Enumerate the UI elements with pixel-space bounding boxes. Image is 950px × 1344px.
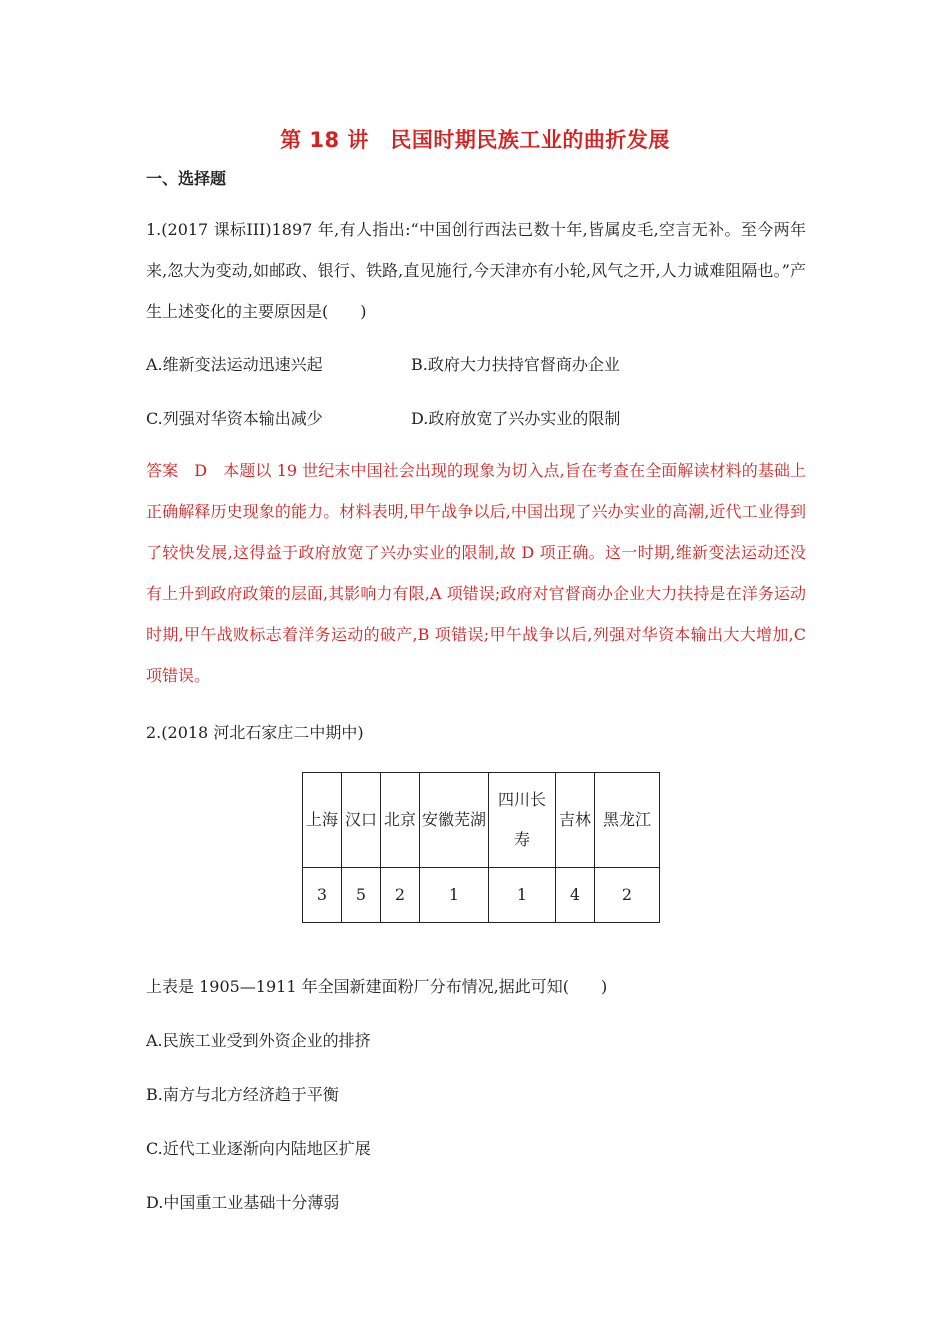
question-2-option-a: A.民族工业受到外资企业的排挤 bbox=[146, 1031, 371, 1050]
question-2-option-c: C.近代工业逐渐向内陆地区扩展 bbox=[146, 1139, 371, 1158]
table-header-cell: 黑龙江 bbox=[595, 773, 660, 868]
table-header-cell: 四川长寿 bbox=[489, 773, 556, 868]
flour-mill-distribution-table bbox=[302, 772, 660, 923]
question-1-option-c: C.列强对华资本输出减少 bbox=[146, 409, 323, 428]
table-cell: 3 bbox=[303, 868, 342, 923]
question-1-stem: 1.(2017 课标III)1897 年,有人指出:“中国创行西法已数十年,皆属皮毛,空言无补。至今两年来,忽大为变动,如邮政、银行、铁路,直见施行,今天津亦有小轮,风气之开,人力诚难阻隔也。”产生上述变化的主要原因是( ) bbox=[146, 220, 806, 321]
question-1-option-d: D.政府放宽了兴办实业的限制 bbox=[411, 409, 621, 428]
question-1-option-b: B.政府大力扶持官督商办企业 bbox=[411, 355, 620, 374]
page-title: 第 18 讲 民国时期民族工业的曲折发展 bbox=[280, 128, 670, 152]
table-cell: 1 bbox=[420, 868, 489, 923]
section-heading: 一、选择题 bbox=[146, 169, 227, 188]
table-header-cell: 安徽芜湖 bbox=[420, 773, 489, 868]
table-cell: 1 bbox=[489, 868, 556, 923]
question-2-text: 上表是 1905—1911 年全国新建面粉厂分布情况,据此可知( ) bbox=[146, 977, 608, 996]
question-2-stem: 2.(2018 河北石家庄二中期中) bbox=[146, 723, 364, 742]
table-header-row bbox=[303, 773, 660, 868]
question-2-option-d: D.中国重工业基础十分薄弱 bbox=[146, 1193, 340, 1212]
question-1-option-a: A.维新变法运动迅速兴起 bbox=[146, 355, 323, 374]
table-cell: 4 bbox=[556, 868, 595, 923]
question-2-option-b: B.南方与北方经济趋于平衡 bbox=[146, 1085, 339, 1104]
table-cell: 2 bbox=[381, 868, 420, 923]
table-header-cell: 吉林 bbox=[556, 773, 595, 868]
table-row bbox=[303, 868, 660, 923]
table-cell: 5 bbox=[342, 868, 381, 923]
table-header-cell: 上海 bbox=[303, 773, 342, 868]
table-header-cell: 北京 bbox=[381, 773, 420, 868]
question-1-answer: 答案 D 本题以 19 世纪末中国社会出现的现象为切入点,旨在考查在全面解读材料的基础上正确解释历史现象的能力。材料表明,甲午战争以后,中国出现了兴办实业的高潮,近代工业得到了较快发展,这得益于政府放宽了兴办实业的限制,故 D 项正确。这一时期,维新变法运动还没有上升到政府政策的层面,其影响力有限,A 项错误;政府对官督商办企业大力扶持是在洋务运动时期,甲午战败标志着洋务运动的破产,B 项错误;甲午战争以后,列强对华资本输出大大增加,C 项错误。 bbox=[146, 461, 806, 685]
table-header-cell: 汉口 bbox=[342, 773, 381, 868]
table-cell: 2 bbox=[595, 868, 660, 923]
